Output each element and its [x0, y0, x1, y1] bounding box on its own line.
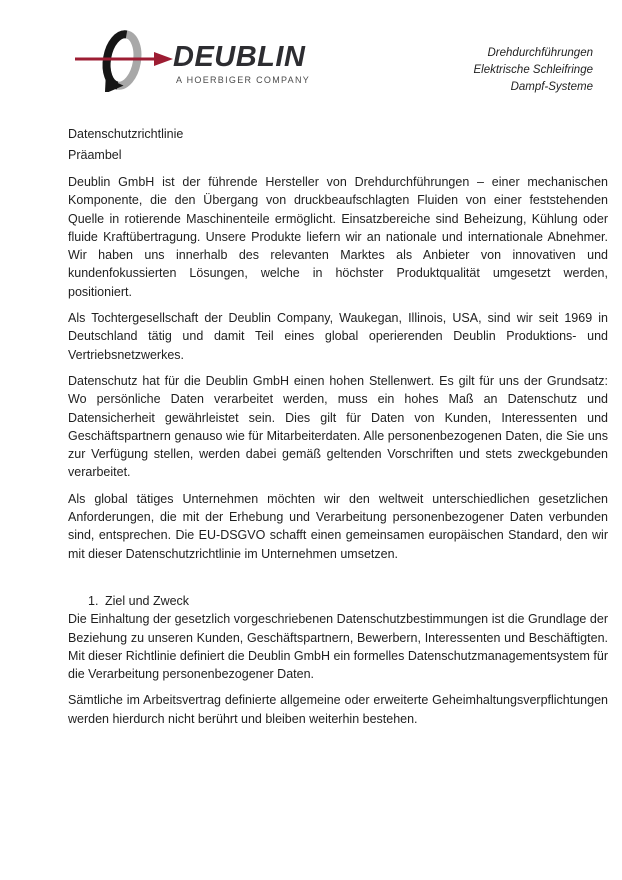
document-subtitle: Präambel — [68, 148, 122, 162]
section-heading — [68, 592, 608, 610]
document-title-block — [68, 124, 608, 166]
paragraph-intro: Deublin GmbH ist der führende Hersteller von Drehdurchführungen – einer mechanischen Komponente, die den Übergang von druckbeaufschlagten Fluiden von einer feststehenden Quelle in rotierende Maschinenteile ermöglicht. Einsatzbereiche sind Beheizung, Kühlung oder fluide Kraftübertragung. Unsere Produkte liefern wir an nationale und internationale Abnehmer. Wir haben uns innerhalb des relevanten Marktes als Anbieter von innovativen und kundenfokussierten Lösungen, welche in höchster Produktqualität umgesetzt werden, positioniert. — [68, 175, 608, 299]
paragraph-subsidiary: Als Tochtergesellschaft der Deublin Company, Waukegan, Illinois, USA, sind wir seit 1969 in Deutschland tätig und damit Teil eines global operierenden Deublin Produktions- und Vertriebsnetzwerkes. — [68, 311, 608, 362]
rotating-ring-arrow-icon — [75, 28, 175, 92]
logo-text-block — [173, 28, 310, 85]
product-line-1: Drehdurchführungen — [487, 47, 593, 59]
page-header — [75, 28, 593, 92]
deublin-logo — [75, 28, 310, 92]
document-content — [68, 124, 608, 728]
section-number: 1. — [88, 593, 99, 608]
brand-tagline: A HOERBIGER COMPANY — [176, 75, 311, 85]
paragraph-global: Als global tätiges Unternehmen möchten wir den weltweit unterschiedlichen gesetzlichen Anforderungen, die mit der Erhebung und Verarbeitung personenbezogener Daten verbunden sind, entsprechen. Die EU-DSGVO schafft einen gemeinsamen europäischen Standard, den wir mit dieser Datenschutzrichtlinie im Unternehmen umsetzen. — [68, 491, 608, 561]
brand-name: DEUBLIN — [173, 41, 306, 73]
section-title: Ziel und Zweck — [105, 593, 190, 608]
document-title: Datenschutzrichtlinie — [68, 127, 184, 141]
paragraph-datenschutz: Datenschutz hat für die Deublin GmbH einen hohen Stellenwert. Es gilt für uns der Grundsatz: Wo persönliche Daten verarbeitet werden, muss ein hohes Maß an Datenschutz und Datensicherheit gewährleistet sein. Dies gilt für Daten von Kunden, Interessenten und Geschäftspartnern genauso wie für Mitarbeiterdaten. Alle personenbezogenen Daten, die Sie uns zur Verfügung stellen, werden dabei gemäß geltenden Vorschriften und stets zweckgebunden verarbeitet. — [68, 373, 608, 480]
product-lines — [473, 28, 593, 96]
paragraph-geheimhaltung: Sämtliche im Arbeitsvertrag definierte allgemeine oder erweiterte Geheimhaltungsverpflichtungen werden hierdurch nicht berührt und bleiben weiterhin bestehen. — [68, 693, 608, 726]
product-line-3: Dampf-Systeme — [510, 81, 593, 93]
paragraph-ziel: Die Einhaltung der gesetzlich vorgeschriebenen Datenschutzbestimmungen ist die Grundlage der Beziehung zu unseren Kunden, Geschäftspartnern, Bewerbern, Interessenten und Beschäftigten. Mit dieser Richtlinie definiert die Deublin GmbH ein formelles Datenschutzmanagementsystem für die Verarbeitung personenbezogener Daten. — [68, 612, 608, 682]
product-line-2: Elektrische Schleifringe — [473, 64, 593, 76]
